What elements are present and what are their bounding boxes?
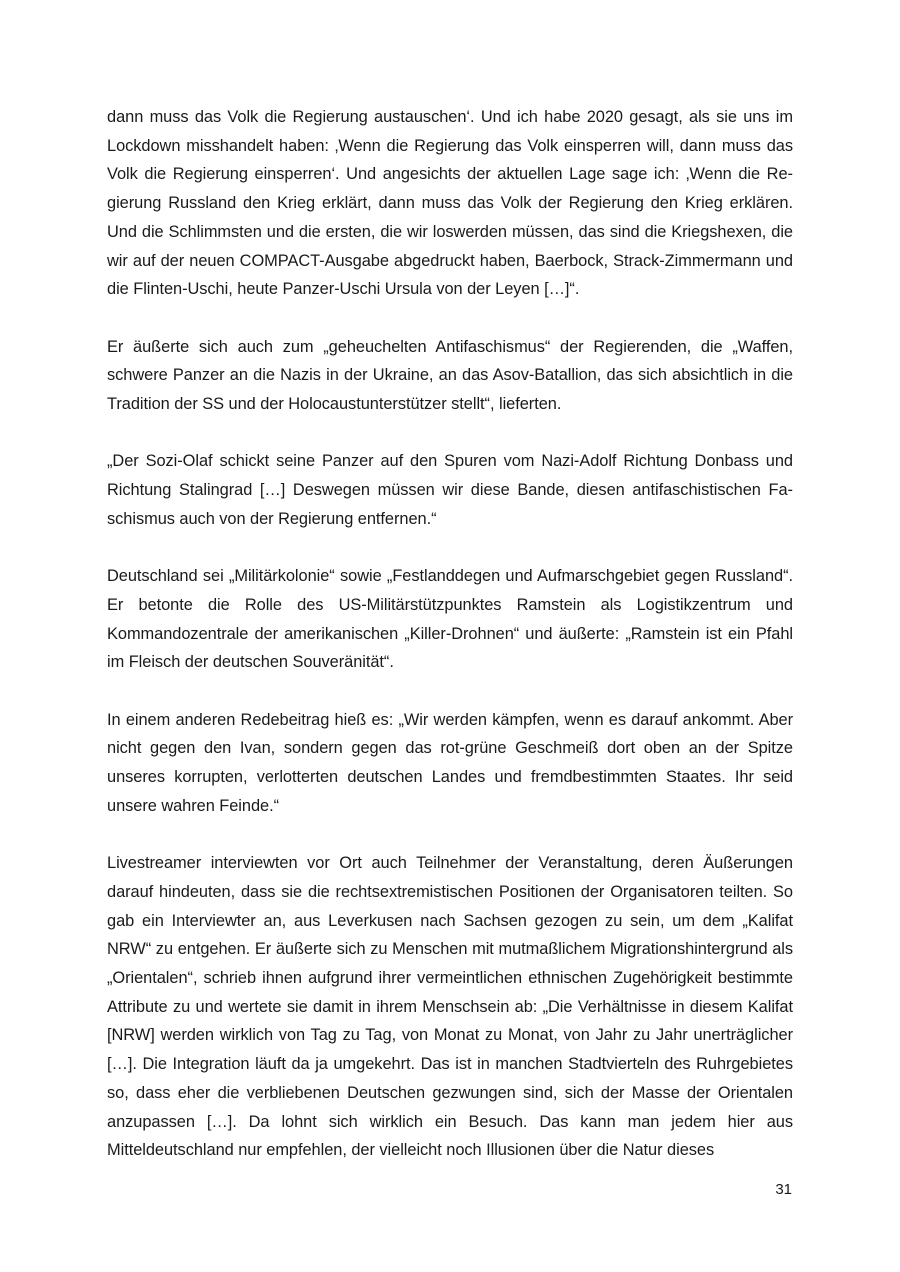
paragraph-3: „Der Sozi-Olaf schickt seine Panzer auf den Spuren vom Nazi-Adolf Richtung Donbass und Richtung Stalingrad […] Deswegen müssen wir diese Bande, diesen antifaschistischen Faschismus auch von der Regierung entfernen.“	[107, 452, 793, 528]
paragraph-6: Livestreamer interviewten vor Ort auch Teilnehmer der Veranstaltung, deren Äußerungen darauf hindeuten, dass sie die rechtsextremistischen Positionen der Organisatoren teilten. So gab ein Interviewter an, aus Leverkusen nach Sachsen gezogen zu sein, um dem „Kalifat NRW“ zu entgehen. Er äußerte sich zu Menschen mit mutmaßlichem Migrationshintergrund als „Orientalen“, schrieb ihnen aufgrund ihrer vermeintlichen ethnischen Zugehörigkeit bestimmte Attribute zu und wertete sie damit in ihrem Menschsein ab: „Die Verhältnisse in diesem Kalifat [NRW] werden wirklich von Tag zu Tag, von Monat zu Monat, von Jahr zu Jahr unerträglicher […]. Die Integration läuft da ja umgekehrt. Das ist in manchen Stadtvierteln des Ruhrgebietes so, dass eher die verbliebenen Deutschen gezwungen sind, sich der Masse der Orientalen anzupassen […]. Da lohnt sich wirklich ein Besuch. Das kann man jedem hier aus Mitteldeutschland nur empfehlen, der vielleicht noch Illusionen über die Natur dieses	[107, 854, 793, 1160]
paragraph-5: In einem anderen Redebeitrag hieß es: „Wir werden kämpfen, wenn es darauf ankommt. Aber nicht gegen den Ivan, sondern gegen das rot-grüne Geschmeiß dort oben an der Spitze unseres korrupten, verlotterten deutschen Landes und fremdbestimmten Staates. Ihr seid unsere wahren Feinde.“	[107, 710, 793, 815]
body-text	[107, 103, 793, 1165]
paragraph-4: Deutschland sei „Militärkolonie“ sowie „Festlanddegen und Aufmarschgebiet gegen Russland“. Er betonte die Rolle des US-Militärstützpunktes Ramstein als Logistikzentrum und Kommandozentrale der amerikanischen „Killer-Drohnen“ und äußerte: „Ramstein ist ein Pfahl im Fleisch der deutschen Souveränität“.	[107, 567, 793, 672]
paragraph-2: Er äußerte sich auch zum „geheuchelten Antifaschismus“ der Regierenden, die „Waffen, schwere Panzer an die Nazis in der Ukraine, an das Asov-Batallion, das sich absichtlich in die Tradition der SS und der Holocaustunterstützer stellt“, lieferten.	[107, 337, 793, 414]
paragraph-1: dann muss das Volk die Regierung austauschen‘. Und ich habe 2020 gesagt, als sie uns im Lockdown misshandelt haben: ‚Wenn die Regierung das Volk einsperren will, dann muss das Volk die Regierung einsperren‘. Und angesichts der aktuellen Lage sage ich: ‚Wenn die Regierung Russland den Krieg erklärt, dann muss das Volk der Regierung den Krieg erklären. Und die Schlimmsten und die ersten, die wir loswerden müssen, das sind die Kriegshexen, die wir auf der neuen COMPACT-Ausgabe abgedruckt haben, Baerbock, Strack-Zimmermann und die Flinten-Uschi, heute Panzer-Uschi Ursula von der Leyen […]“.	[107, 108, 793, 299]
page-number: 31	[775, 1181, 792, 1198]
